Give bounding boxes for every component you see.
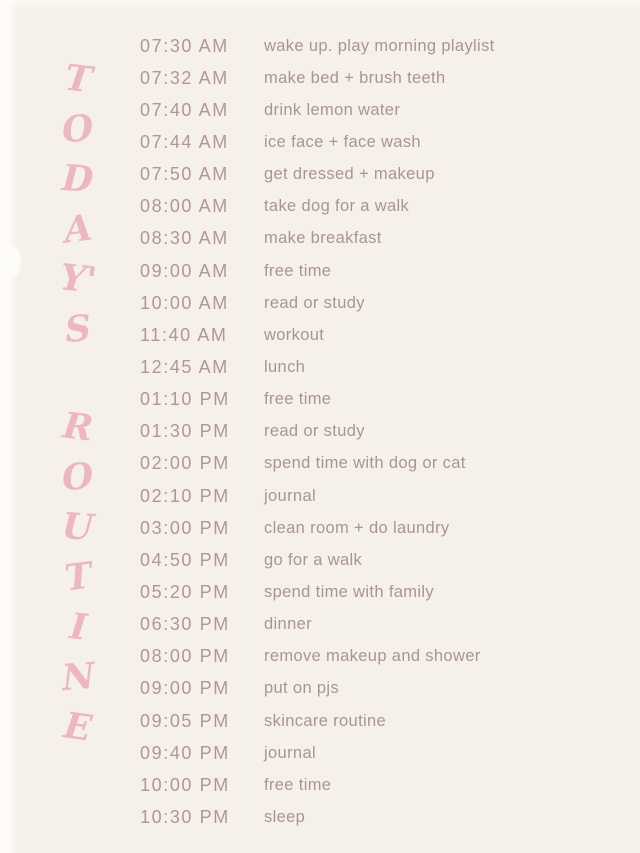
schedule-row xyxy=(140,319,495,351)
schedule-activity: ice face + face wash xyxy=(264,132,421,151)
schedule-row xyxy=(140,126,495,158)
schedule-row xyxy=(140,191,495,223)
schedule-time: 03:00 PM xyxy=(140,517,230,538)
schedule-time: 09:05 PM xyxy=(140,710,230,731)
schedule-activity: wake up. play morning playlist xyxy=(264,36,495,55)
title-letter: U xyxy=(60,504,96,550)
schedule-list xyxy=(140,30,495,834)
schedule-activity: free time xyxy=(264,775,332,794)
schedule-time: 09:40 PM xyxy=(140,742,230,763)
title-letter: E xyxy=(61,704,95,750)
schedule-time: 02:10 PM xyxy=(140,485,230,506)
schedule-activity: skincare routine xyxy=(264,711,387,730)
schedule-time: 01:30 PM xyxy=(140,421,230,442)
page-left-edge xyxy=(0,0,16,853)
schedule-time: 06:30 PM xyxy=(140,614,230,635)
schedule-row xyxy=(140,94,495,126)
schedule-time: 07:32 AM xyxy=(140,67,229,88)
schedule-activity: journal xyxy=(264,486,316,505)
schedule-row xyxy=(140,384,495,416)
schedule-time: 08:00 PM xyxy=(140,646,230,667)
schedule-activity: clean room + do laundry xyxy=(264,518,450,537)
schedule-activity: read or study xyxy=(264,422,365,441)
page-top-edge xyxy=(0,0,640,9)
schedule-time: 07:50 AM xyxy=(140,164,229,185)
schedule-activity: journal xyxy=(264,743,316,762)
schedule-activity: get dressed + makeup xyxy=(264,165,435,184)
schedule-time: 07:40 AM xyxy=(140,99,229,120)
schedule-time: 10:00 AM xyxy=(140,292,229,313)
schedule-activity: free time xyxy=(264,261,332,280)
schedule-row xyxy=(140,801,495,833)
schedule-time: 10:30 PM xyxy=(140,806,230,827)
schedule-row xyxy=(140,223,495,255)
schedule-time: 02:00 PM xyxy=(140,453,230,474)
schedule-activity: remove makeup and shower xyxy=(264,647,481,666)
schedule-activity: make breakfast xyxy=(264,229,382,248)
schedule-time: 05:20 PM xyxy=(140,581,230,602)
schedule-time: 09:00 PM xyxy=(140,678,230,699)
schedule-activity: spend time with dog or cat xyxy=(264,454,466,473)
schedule-activity: read or study xyxy=(264,293,365,312)
schedule-time: 11:40 AM xyxy=(140,324,228,345)
schedule-activity: sleep xyxy=(264,807,306,826)
title-letter: T xyxy=(62,554,94,600)
title-word-routine xyxy=(62,402,95,752)
title-letter: I xyxy=(67,605,89,649)
schedule-row xyxy=(140,512,495,544)
schedule-activity: spend time with family xyxy=(264,582,435,601)
schedule-time: 12:45 AM xyxy=(140,356,229,377)
title-letter: A xyxy=(61,206,95,252)
schedule-activity: take dog for a walk xyxy=(264,197,410,216)
schedule-activity: go for a walk xyxy=(264,550,363,569)
schedule-row xyxy=(140,673,495,705)
schedule-row xyxy=(140,705,495,737)
schedule-activity: free time xyxy=(264,390,332,409)
schedule-row xyxy=(140,448,495,480)
schedule-row xyxy=(140,576,495,608)
schedule-activity: workout xyxy=(264,325,325,344)
title-letter: T xyxy=(62,56,94,102)
schedule-row xyxy=(140,30,495,62)
page-edge-notch xyxy=(4,246,21,278)
title-letter: N xyxy=(60,654,96,700)
schedule-time: 07:30 AM xyxy=(140,35,229,56)
schedule-activity: put on pjs xyxy=(264,679,340,698)
schedule-row xyxy=(140,351,495,383)
schedule-activity: drink lemon water xyxy=(264,100,401,119)
title-letter: O xyxy=(60,106,96,152)
schedule-activity: lunch xyxy=(264,357,306,376)
title-letter: O xyxy=(60,454,96,500)
schedule-time: 01:10 PM xyxy=(140,389,230,410)
schedule-row xyxy=(140,544,495,576)
schedule-row xyxy=(140,609,495,641)
schedule-activity: make bed + brush teeth xyxy=(264,68,446,87)
schedule-row xyxy=(140,641,495,673)
schedule-time: 08:30 AM xyxy=(140,228,229,249)
schedule-time: 10:00 PM xyxy=(140,774,230,795)
schedule-row xyxy=(140,62,495,94)
schedule-time: 04:50 PM xyxy=(140,549,230,570)
schedule-time: 09:00 AM xyxy=(140,260,229,281)
schedule-row xyxy=(140,769,495,801)
page-title xyxy=(50,54,106,752)
schedule-row xyxy=(140,480,495,512)
title-letter: D xyxy=(60,156,96,202)
schedule-row xyxy=(140,287,495,319)
title-letter: Y' xyxy=(57,256,99,302)
schedule-row xyxy=(140,416,495,448)
schedule-time: 08:00 AM xyxy=(140,196,229,217)
title-letter: R xyxy=(60,404,96,450)
title-letter: S xyxy=(63,307,93,351)
title-word-todays xyxy=(57,54,99,354)
schedule-row xyxy=(140,737,495,769)
schedule-time: 07:44 AM xyxy=(140,131,229,152)
schedule-activity: dinner xyxy=(264,615,312,634)
schedule-row xyxy=(140,255,495,287)
schedule-row xyxy=(140,159,495,191)
